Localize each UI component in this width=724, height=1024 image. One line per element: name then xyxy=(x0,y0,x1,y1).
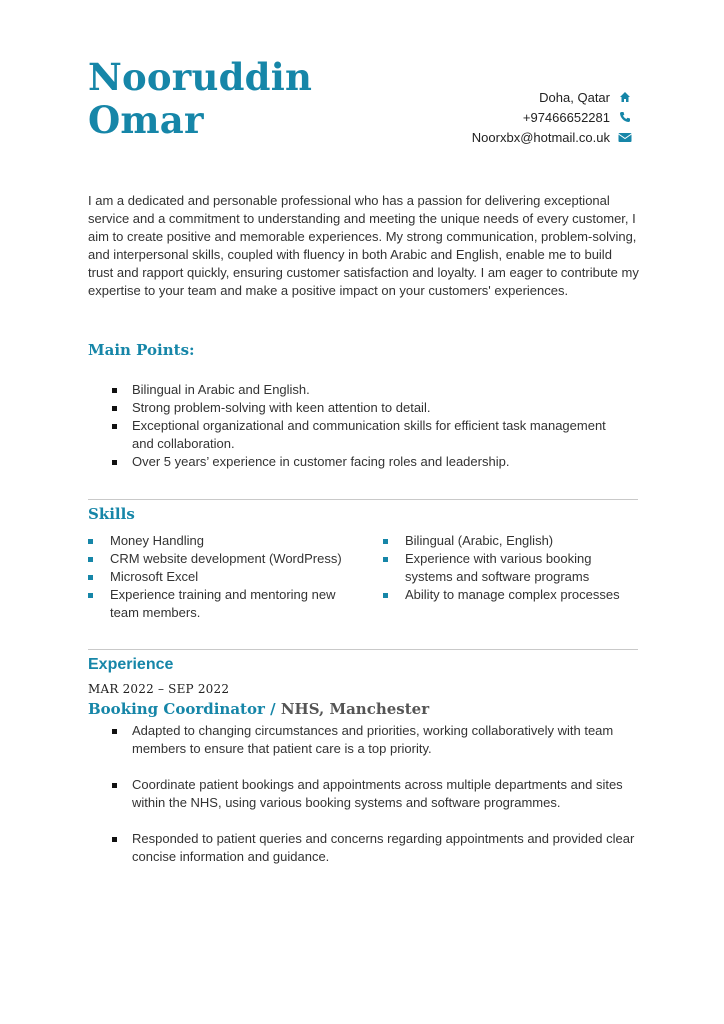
email-text[interactable]: Noorxbx@hotmail.co.uk xyxy=(471,129,610,145)
skill-item: Experience training and mentoring new team members. xyxy=(88,586,358,622)
skill-item: Experience with various booking systems and software programs xyxy=(383,550,641,586)
contact-info xyxy=(472,87,632,147)
experience-heading: Experience xyxy=(88,656,174,673)
first-name: Nooruddin xyxy=(88,55,313,99)
list-item: Coordinate patient bookings and appointments across multiple departments and sites within the NHS, using various booking systems and software programmes. xyxy=(110,776,640,812)
list-item: Exceptional organizational and communication skills for efficient task management and collaboration. xyxy=(110,417,630,453)
skill-item: Microsoft Excel xyxy=(88,568,358,586)
location-text: Doha, Qatar xyxy=(539,89,610,105)
contact-phone xyxy=(472,107,632,127)
job-dates: MAR 2022 – SEP 2022 xyxy=(88,682,230,696)
phone-text[interactable]: +97466652281 xyxy=(522,109,610,125)
job-organization: NHS, Manchester xyxy=(280,700,430,718)
section-divider xyxy=(88,499,638,500)
profile-summary: I am a dedicated and personable professional who has a passion for delivering exceptional service and a commitment to understanding and meeting the unique needs of every customer, I aim to create positive and memorable experiences. My strong communication, problem-solving, and interpersonal skills, coupled with fluency in both Arabic and English, enable me to build trust and rapport quickly, ensuring customer satisfaction and loyalty. I am eager to contribute my expertise to your team and make a positive impact on your customers' experiences. xyxy=(88,193,639,298)
mail-icon xyxy=(618,130,632,144)
skills-list-right xyxy=(383,532,641,604)
job-title xyxy=(88,700,429,718)
home-icon xyxy=(618,90,632,104)
skills-list-left xyxy=(88,532,358,622)
candidate-name xyxy=(88,56,312,142)
list-item: Bilingual in Arabic and English. xyxy=(110,381,630,399)
skill-item: Money Handling xyxy=(88,532,358,550)
list-item: Responded to patient queries and concerns regarding appointments and provided clear concise information and guidance. xyxy=(110,830,640,866)
skill-item: Ability to manage complex processes xyxy=(383,586,641,604)
main-points-heading: Main Points: xyxy=(88,341,195,359)
job-role: Booking Coordinator / xyxy=(88,700,276,718)
skill-item: Bilingual (Arabic, English) xyxy=(383,532,641,550)
contact-email xyxy=(472,127,632,147)
section-divider xyxy=(88,649,638,650)
list-item: Adapted to changing circumstances and priorities, working collaboratively with team members to ensure that patient care is a top priority. xyxy=(110,722,640,758)
skill-item: CRM website development (WordPress) xyxy=(88,550,358,568)
contact-location xyxy=(472,87,632,107)
phone-icon xyxy=(618,110,632,124)
skills-heading: Skills xyxy=(88,505,135,523)
job-duties-list xyxy=(110,722,640,884)
list-item: Over 5 years’ experience in customer facing roles and leadership. xyxy=(110,453,630,471)
main-points-list xyxy=(110,381,630,471)
last-name: Omar xyxy=(88,98,204,142)
list-item: Strong problem-solving with keen attention to detail. xyxy=(110,399,630,417)
